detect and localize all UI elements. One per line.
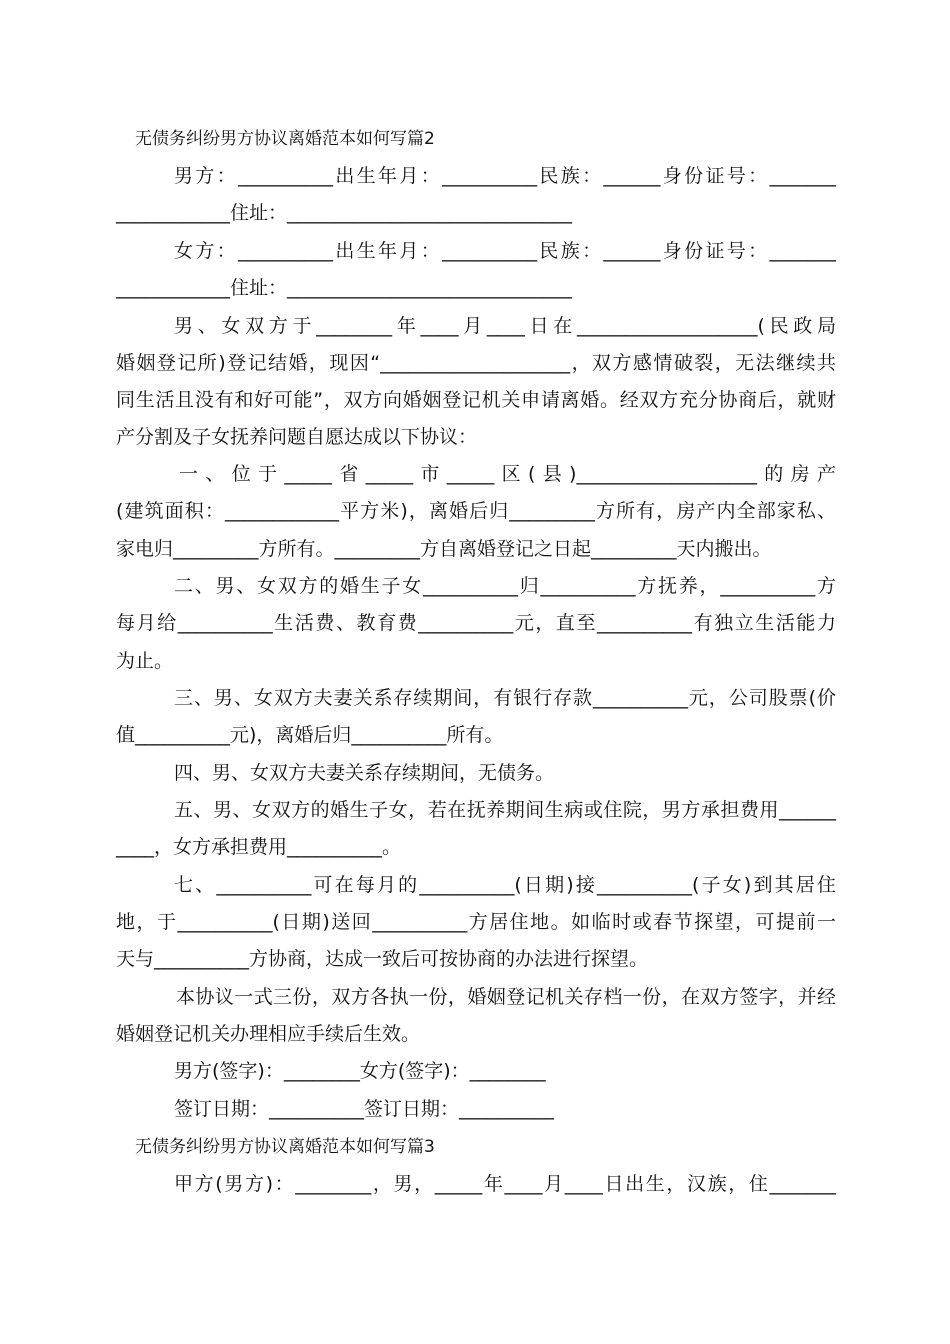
- clause-2-line: 每月给__________生活费、教育费__________元，直至__________有独立生活能力: [116, 612, 836, 634]
- clause-7-line: 七、__________可在每月的__________(日期)接__________(子女)到其居住: [174, 874, 836, 896]
- clause-4-line: 四、男、女双方夫妻关系存续期间，无债务。: [174, 762, 555, 784]
- closing-line: 婚姻登记机关办理相应手续后生效。: [116, 1023, 421, 1045]
- signature-line: 男方(签字)：________女方(签字)：________: [174, 1060, 546, 1082]
- sign-date-line: 签订日期：__________签订日期：__________: [174, 1098, 555, 1120]
- intro-paragraph-line: 同生活且没有和好可能”，双方向婚姻登记机关申请离婚。经双方充分协商后，就财: [116, 389, 836, 411]
- clause-5-line: ____，女方承担费用__________。: [116, 836, 402, 858]
- clause-1-line: (建筑面积：____________平方米)，离婚后归_________方所有，房产内全部家私、: [116, 500, 836, 522]
- clause-1-line: 一、位于_____省_____市_____区(县)___________________的房产: [179, 463, 836, 485]
- male-info-line-1: 男方：__________出生年月：__________民族：______身份证号：_______: [174, 165, 836, 187]
- female-info-line-1: 女方：__________出生年月：__________民族：______身份证号：_______: [174, 240, 836, 262]
- intro-paragraph-line: 婚姻登记所)登记结婚，现因“____________________，双方感情破裂，无法继续共: [116, 352, 836, 374]
- male-info-line-2: ____________住址：______________________________: [116, 202, 573, 224]
- clause-7-line: 地，于__________(日期)送回__________方居住地。如临时或春节探望，可提前一: [116, 911, 836, 933]
- clause-3-line: 值__________元)，离婚后归__________所有。: [116, 724, 504, 746]
- closing-line: 本协议一式三份，双方各执一份，婚姻登记机关存档一份，在双方签字，并经: [176, 986, 836, 1008]
- clause-7-line: 天与__________方协商，达成一致后可按协商的办法进行探望。: [116, 948, 649, 970]
- section-title: 无债务纠纷男方协议离婚范本如何写篇2: [135, 129, 435, 149]
- female-info-line-2: ____________住址：______________________________: [116, 277, 573, 299]
- clause-2-line: 为止。: [116, 650, 174, 672]
- clause-1-line: 家电归_________方所有。_________方自离婚登记之日起_________天内搬出。: [116, 538, 772, 560]
- clause-5-line: 五、男、女双方的婚生子女，若在抚养期间生病或住院，男方承担费用______: [174, 799, 836, 821]
- clause-3-line: 三、男、女双方夫妻关系存续期间，有银行存款__________元，公司股票(价: [174, 687, 836, 709]
- clause-2-line: 二、男、女双方的婚生子女__________归__________方抚养，__________方: [174, 575, 836, 597]
- section-title: 无债务纠纷男方协议离婚范本如何写篇3: [135, 1137, 435, 1157]
- intro-paragraph-line: 产分割及子女抚养问题自愿达成以下协议：: [116, 426, 478, 448]
- party-a-line: 甲方(男方)：________，男，_____年____月____日出生，汉族，住_______: [174, 1173, 836, 1195]
- intro-paragraph-line: 男、女双方于________年____月____日在___________________(民政局: [174, 315, 836, 337]
